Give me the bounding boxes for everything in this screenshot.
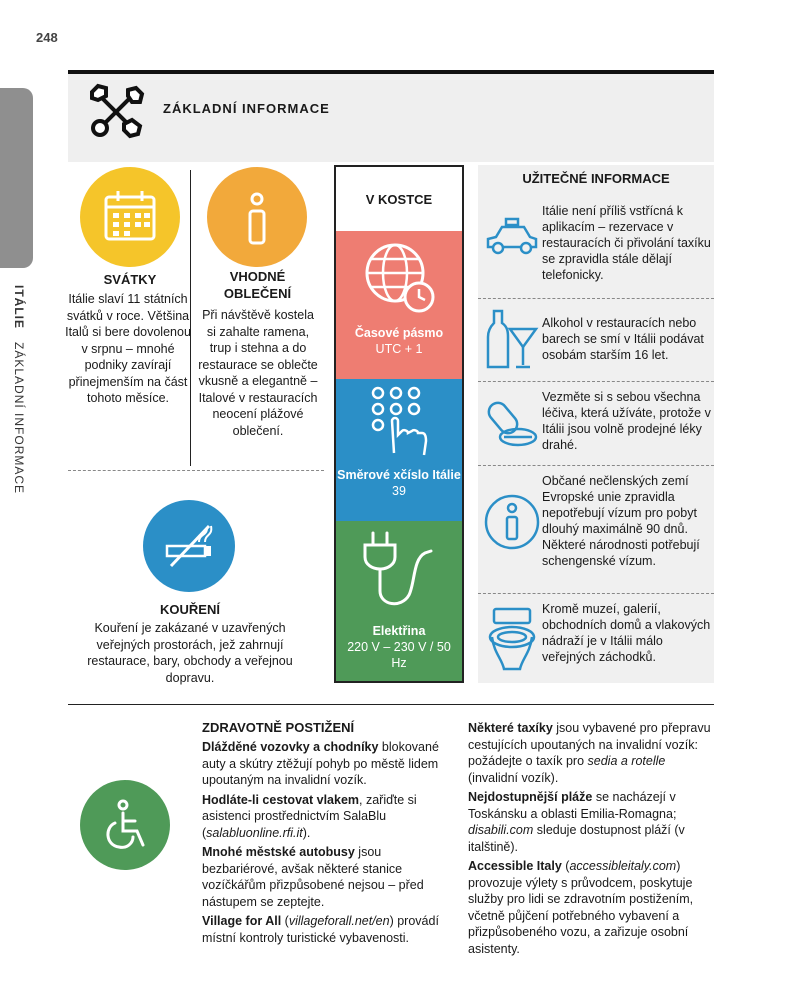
useful-item-text: Itálie není příliš vstřícná k aplikacím – rezervace v restauracích či přivolání taxíku se zpravidla stále dělají telefonicky. (542, 204, 711, 282)
globe-clock-icon (359, 237, 439, 317)
electricity-segment (336, 521, 462, 681)
calendar-icon (100, 187, 160, 247)
electricity-label: Elektřina (372, 624, 426, 638)
no-smoking-icon-circle (143, 500, 235, 592)
divider (478, 298, 714, 299)
useful-info-box (478, 165, 714, 683)
disability-column-right (468, 720, 714, 960)
useful-item-text: Občané nečlenských zemí Evropské unie zpravidla nepotřebují vízum pro pobyt dlouhý maximálně 90 dnů. Některé národnosti potřebují schengenské vízum. (542, 474, 700, 568)
info-icon (237, 187, 277, 247)
divider (478, 381, 714, 382)
calendar-icon-circle (80, 167, 180, 267)
disability-paragraph: Village for All (villageforall.net/en) provádí místní kontroly turistické vybavenosti. (202, 914, 439, 945)
disability-paragraph: Accessible Italy (accessibleitaly.com) provozuje výlety s průvodcem, poskytuje služby pro lidi se zdravotním postižením, včetně půjčení potřebného vybavení a přizpůsobeného vozu, a zařizuje osobní asistenty. (468, 859, 694, 956)
disability-paragraph: Některé taxíky jsou vybavené pro přepravu cestujících upoutaných na invalidní vozík: požádejte o taxík pro sedia a rotelle (invalidní vozík). (468, 721, 711, 785)
divider (478, 593, 714, 594)
divider (190, 170, 191, 466)
header-title: ZÁKLADNÍ INFORMACE (163, 101, 330, 116)
useful-item (478, 385, 714, 463)
divider (68, 470, 324, 471)
pills-icon (484, 395, 540, 456)
disability-paragraph: Mnohé městské autobusy jsou bezbariérové, avšak některé stanice vozíčkářům přizpůsobené nejsou – před nástupem se zeptejte. (202, 845, 424, 909)
wheelchair-icon-circle (80, 780, 170, 870)
dial-code-value: 39 (392, 484, 406, 498)
side-tab (0, 88, 33, 268)
divider (68, 704, 714, 705)
smoking-title: KOUŘENÍ (160, 602, 220, 617)
dial-code-segment (336, 379, 462, 521)
useful-info-title: UŽITEČNÉ INFORMACE (522, 171, 670, 186)
useful-item (478, 597, 714, 683)
toilet-icon (484, 607, 540, 676)
clothing-text: Při návštěvě kostela si zahalte ramena, trup i stehna a do restaurace se oblečte vkusně a elegantně – Italové v restauracích neocení plážové oblečení. (198, 308, 318, 438)
smoking-text: Kouření je zakázané v uzavřených veřejných prostorách, jež zahrnují restaurace, bary, obchody a veřejnou dopravu. (87, 621, 293, 685)
holidays-text: Itálie slaví 11 státních svátků v roce. Většina Italů si bere dovolenou v srpnu – mnohé podniky zavírají přinejmenším na část tohoto měsíce. (65, 292, 191, 405)
side-label (8, 285, 26, 505)
tools-icon (86, 82, 146, 147)
clothing-title: VHODNÉ OBLEČENÍ (223, 269, 292, 301)
electricity-value: 220 V – 230 V / 50 Hz (347, 640, 451, 670)
page-number: 248 (36, 30, 58, 45)
dial-code-label: Směrové xčíslo Itálie (337, 468, 461, 482)
holidays-title: SVÁTKY (103, 272, 157, 287)
useful-item (478, 303, 714, 383)
useful-item-text: Kromě muzeí, galerií, obchodních domů a vlakových nádraží je v Itálii málo veřejných záchodků. (542, 602, 711, 664)
section-header (68, 70, 714, 162)
timezone-value: UTC + 1 (375, 342, 423, 356)
disability-paragraph: Nejdostupnější pláže se nacházejí v Toskánsku a oblasti Emilia-Romagna; disabili.com sleduje dostupnost pláží (v italštině). (468, 790, 685, 854)
disability-paragraph: Dlážděné vozovky a chodníky blokované auty a skútry ztěžují pohyb po městě lidem upoutaným na invalidní vozík. (202, 740, 439, 787)
side-section: ZÁKLADNÍ INFORMACE (12, 342, 26, 495)
no-smoking-icon (159, 516, 219, 576)
useful-item (478, 195, 714, 295)
disability-title: ZDRAVOTNĚ POSTIŽENÍ (202, 720, 355, 735)
timezone-label: Časové pásmo (354, 326, 444, 340)
info-icon-circle (207, 167, 307, 267)
useful-item-text: Alkohol v restauracích nebo barech se smí v Itálii podávat osobám starším 16 let. (542, 316, 704, 362)
useful-item-text: Vezměte si s sebou všechna léčiva, která užíváte, protože v Itálii jsou volně prodejné léky drahé. (542, 390, 711, 452)
at-a-glance-box (334, 165, 464, 683)
alcohol-icon (484, 309, 540, 376)
disability-column-left (202, 739, 452, 949)
side-country: ITÁLIE (12, 285, 26, 329)
plug-icon (359, 529, 439, 619)
disability-paragraph: Hodláte-li cestovat vlakem, zařiďte si asistenci prostřednictvím SalaBlu (salabluonline.rfi.it). (202, 792, 417, 840)
info-icon (484, 491, 540, 558)
wheelchair-icon (97, 797, 153, 853)
keypad-icon (364, 383, 434, 463)
useful-item (478, 469, 714, 593)
taxi-icon (484, 217, 540, 262)
timezone-segment (336, 231, 462, 379)
glance-title: V KOSTCE (365, 191, 433, 207)
divider (478, 465, 714, 466)
